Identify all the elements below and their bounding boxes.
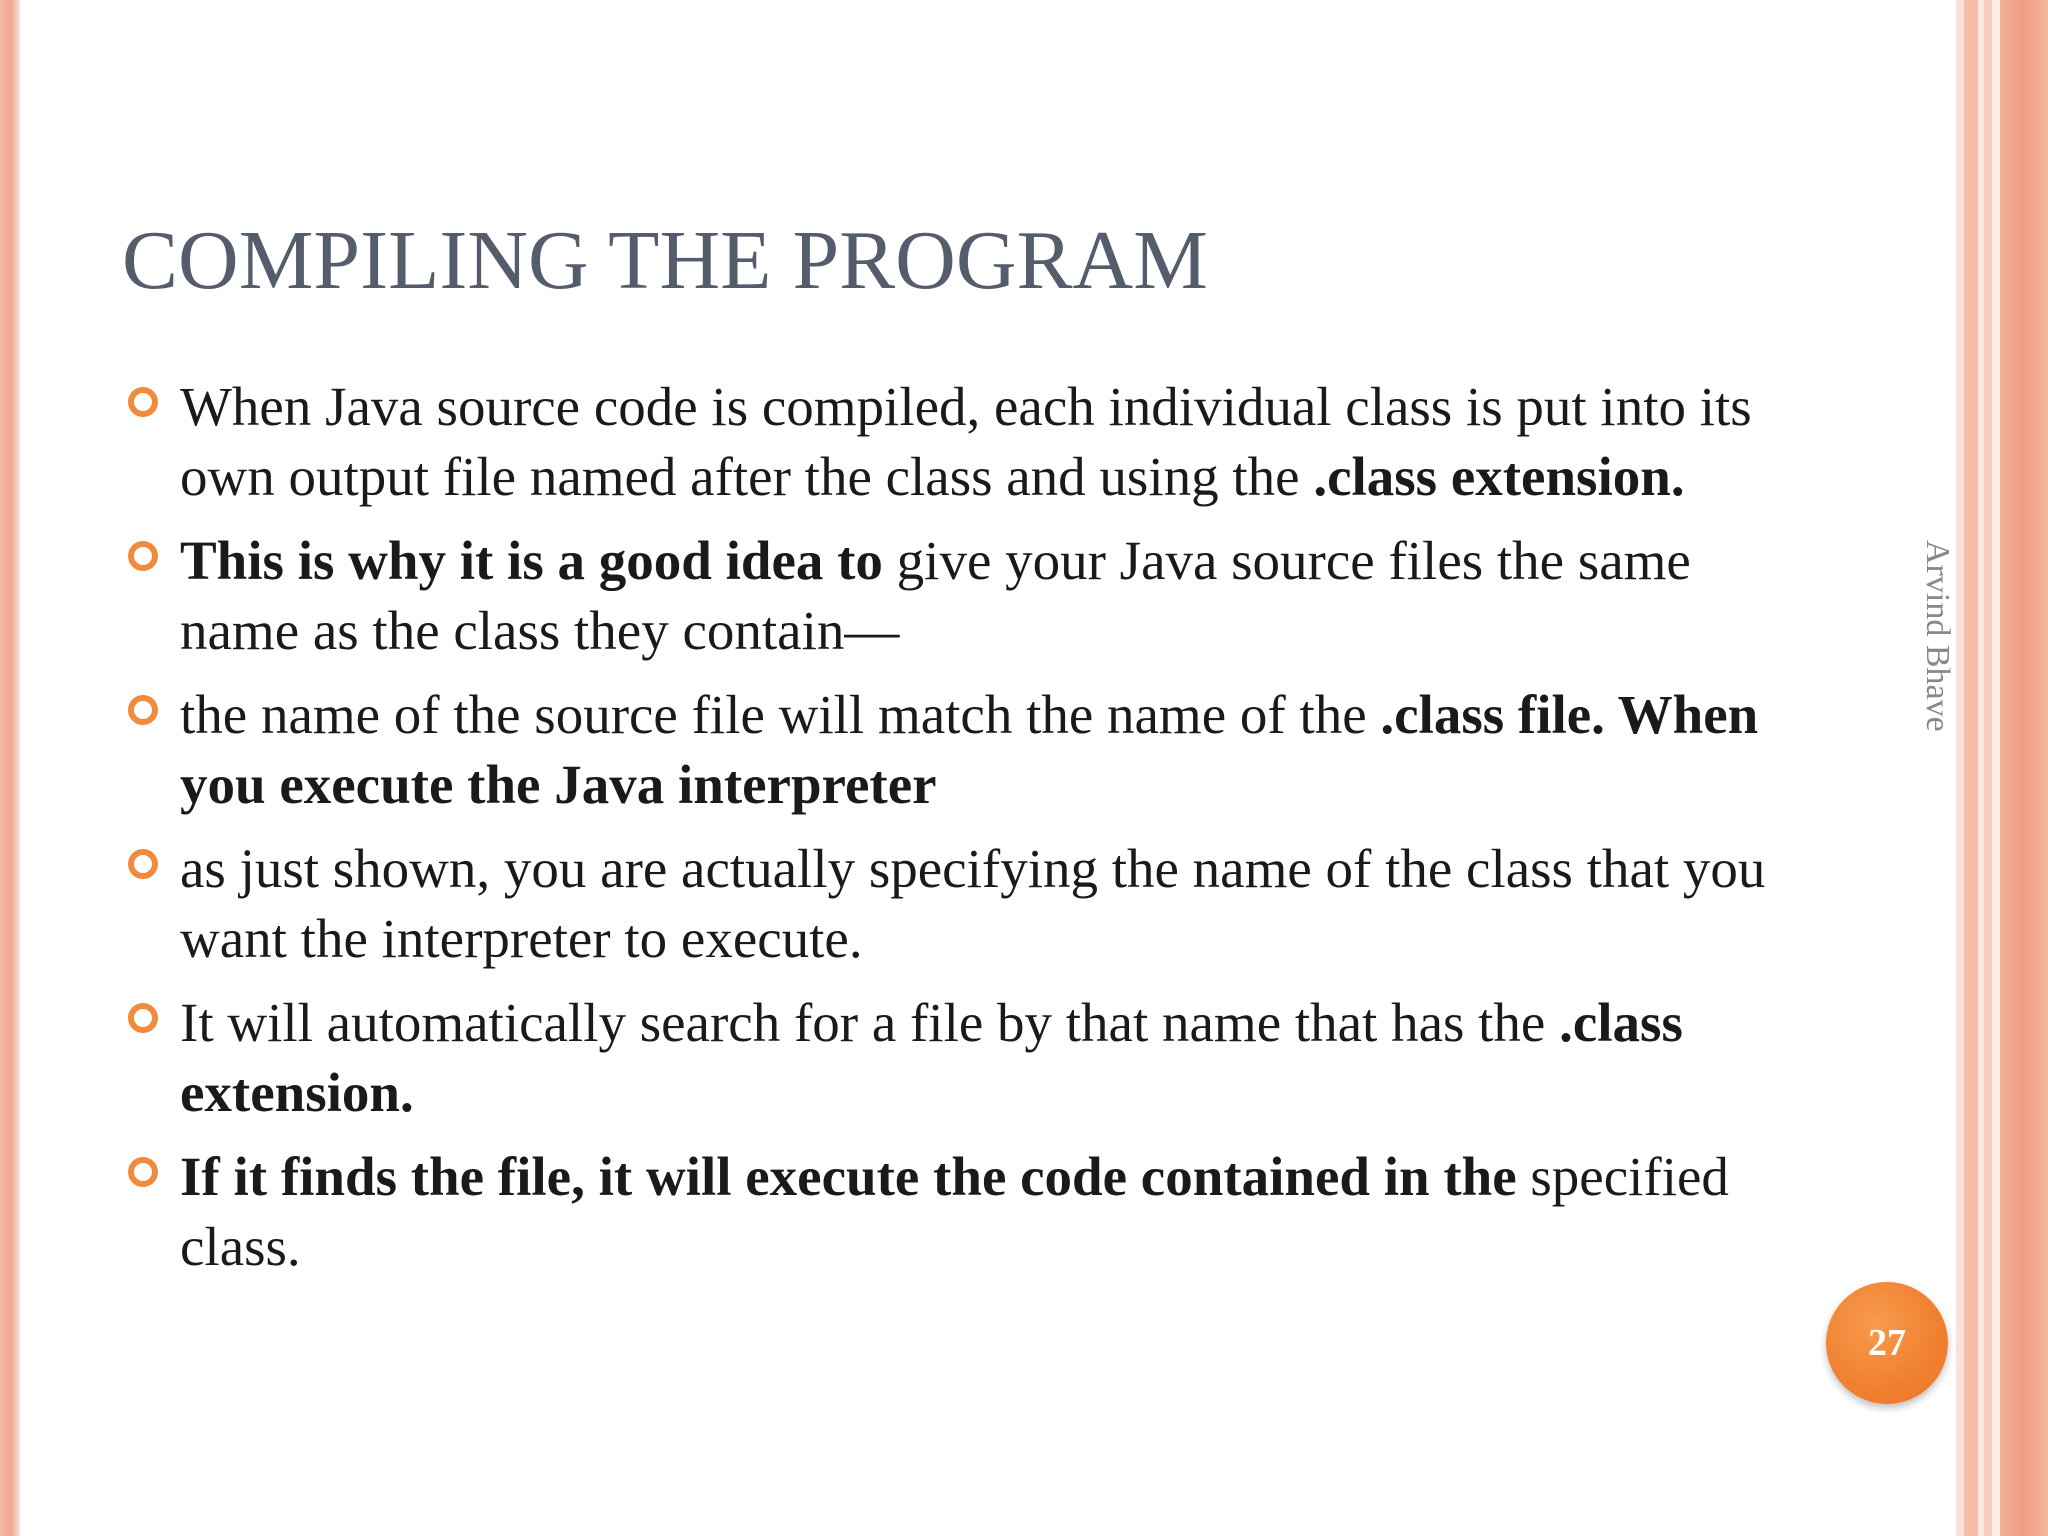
- circle-bullet-icon: [128, 1003, 158, 1033]
- bullet-text-bold: If it finds the file, it will execute the code contained in the: [180, 1146, 1517, 1207]
- bullet-text: give your Java source files the same name as the class they contain—: [180, 530, 1691, 661]
- bullet-text: the name of the source file will match the name of the: [180, 684, 1381, 745]
- bullet-text-bold: This is why it is a good idea to: [180, 530, 883, 591]
- bullet-text: as just shown, you are actually specifying the name of the class that you want the interpreter to execute.: [180, 838, 1766, 969]
- bullet-text: It will automatically search for a file by that name that has the: [180, 992, 1560, 1053]
- author-name: Arvind Bhave: [1919, 540, 1956, 732]
- bullet-item: [122, 834, 1782, 974]
- circle-bullet-icon: [128, 541, 158, 571]
- page-number-badge: [1826, 1282, 1948, 1404]
- bullet-text: specified class.: [180, 1146, 1729, 1277]
- bullet-item: [122, 372, 1782, 512]
- bullet-text-bold: .class extension.: [180, 992, 1683, 1123]
- bullet-text-bold: .class file. When you execute the Java interpreter: [180, 684, 1759, 815]
- bullet-text-bold: .class extension.: [1313, 446, 1685, 507]
- right-border-stripe: [1964, 0, 1978, 1536]
- right-border-stripe: [1992, 0, 2000, 1536]
- page-number: 27: [1868, 1322, 1906, 1364]
- bullet-item: [122, 1142, 1782, 1282]
- bullet-item: [122, 526, 1782, 666]
- bullet-list: [122, 372, 1782, 1296]
- right-border-stripe: [2000, 0, 2048, 1536]
- left-border-stripe: [0, 0, 20, 1536]
- bullet-text: When Java source code is compiled, each individual class is put into its own output file named after the class and using the: [180, 376, 1752, 507]
- bullet-item: [122, 680, 1782, 820]
- circle-bullet-icon: [128, 387, 158, 417]
- circle-bullet-icon: [128, 849, 158, 879]
- bullet-item: [122, 988, 1782, 1128]
- right-border-stripe: [1984, 0, 1992, 1536]
- slide-title: COMPILING THE PROGRAM: [122, 214, 1208, 307]
- circle-bullet-icon: [128, 1157, 158, 1187]
- right-border-stripe: [1956, 0, 1964, 1536]
- circle-bullet-icon: [128, 695, 158, 725]
